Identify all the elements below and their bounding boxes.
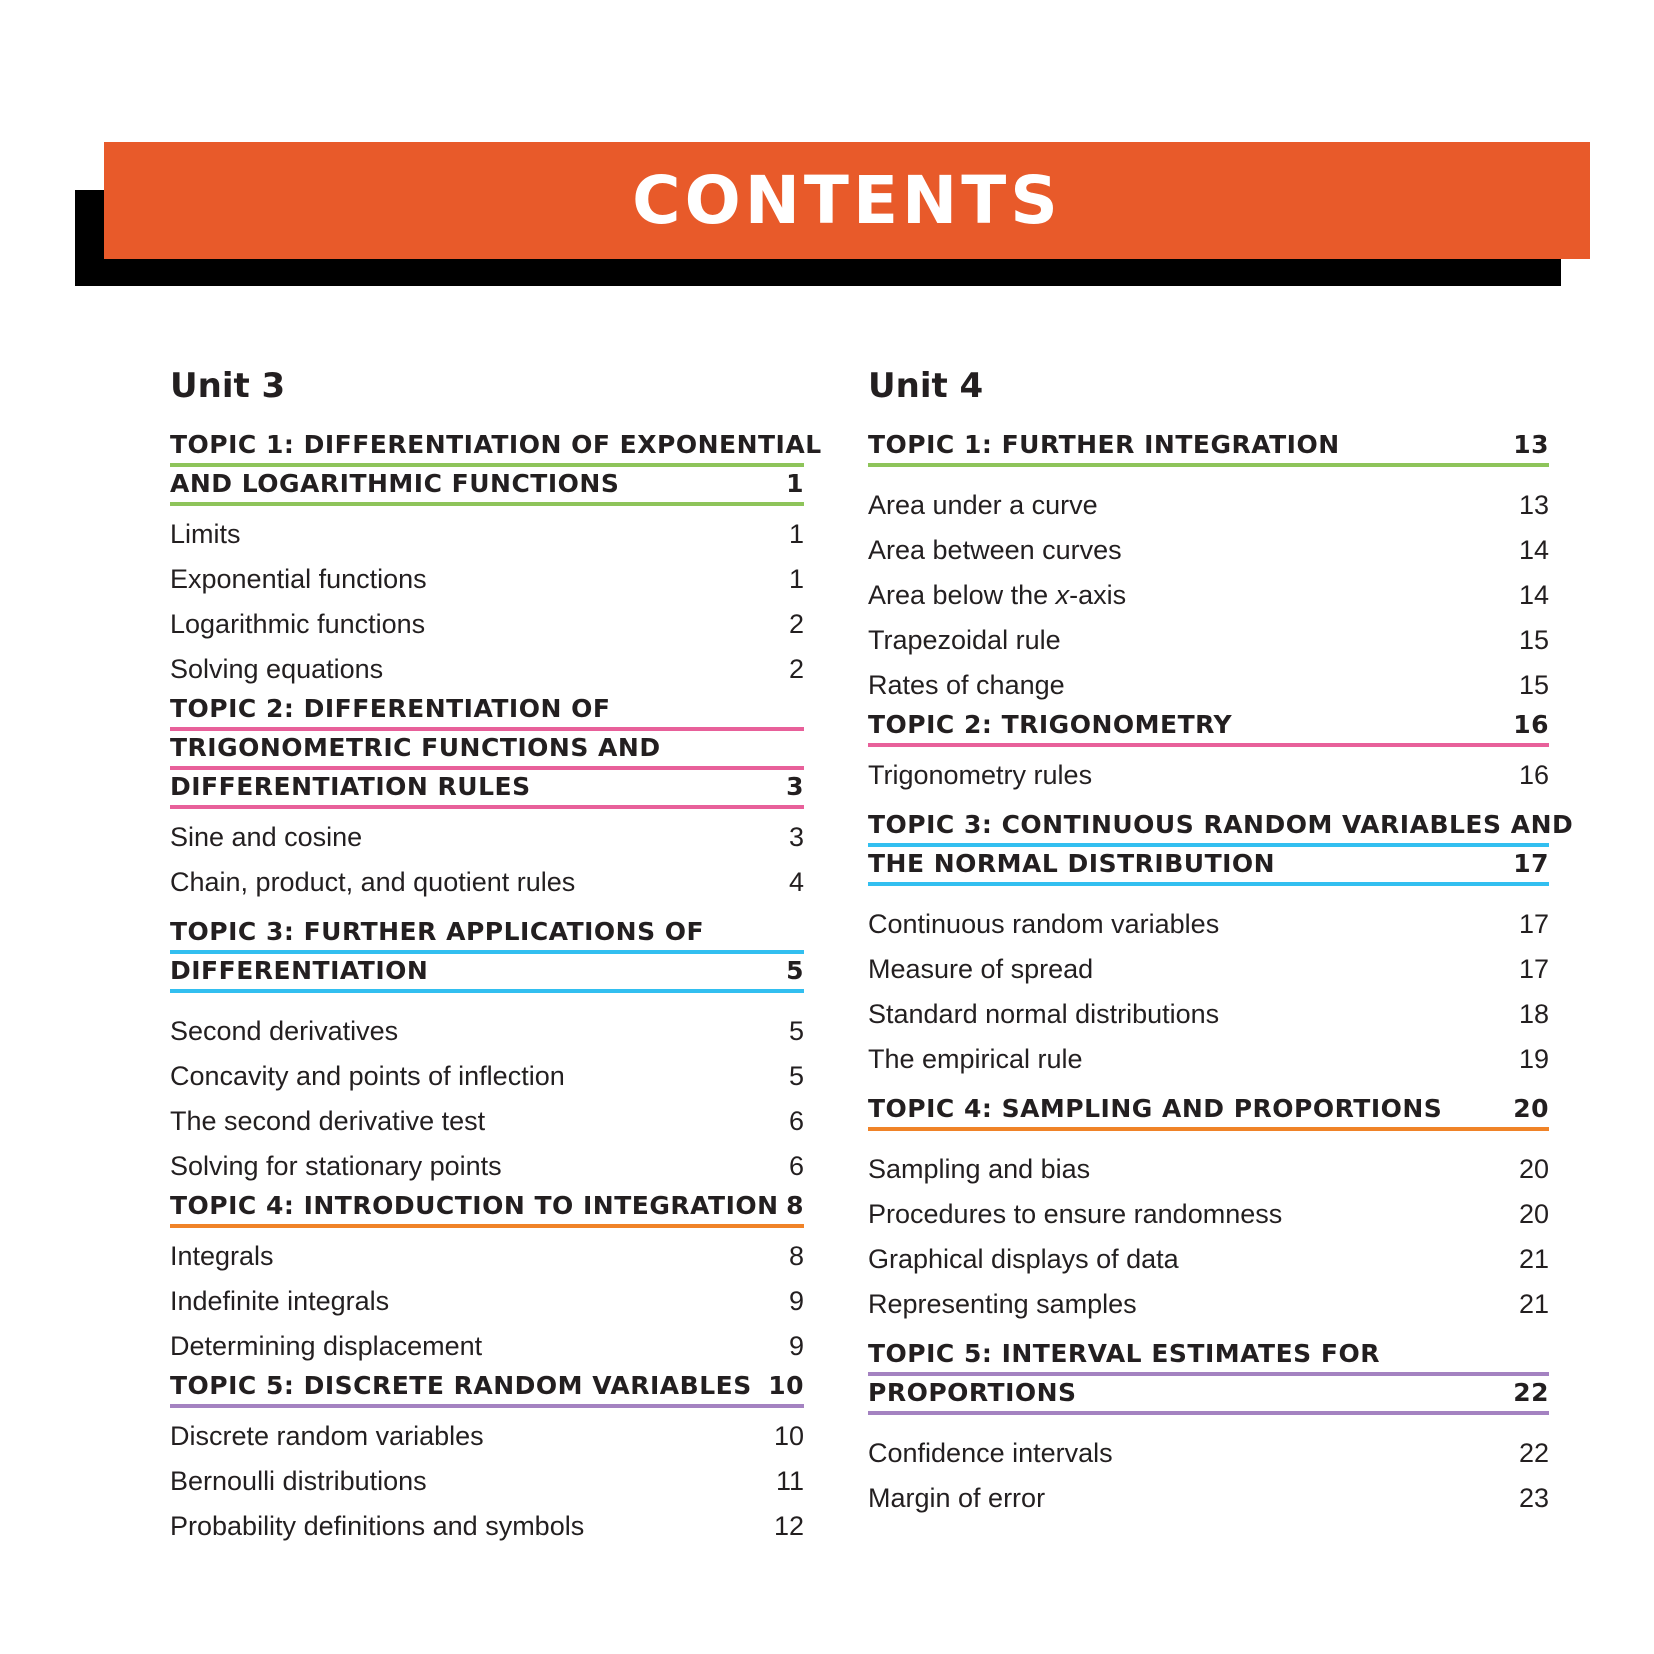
topic-heading-line[interactable]: [868, 428, 1549, 467]
entry-page-number: 8: [788, 1241, 804, 1271]
toc-entry[interactable]: [170, 1234, 804, 1279]
topic-page-number: 10: [768, 1371, 804, 1400]
entry-page-number: 17: [1518, 909, 1549, 939]
topic-heading: TOPIC 1: DIFFERENTIATION OF EXPONENTIAL: [170, 430, 822, 459]
toc-entry[interactable]: [170, 1504, 804, 1549]
entry-title: Trigonometry rules: [868, 760, 1093, 790]
topic-heading-line[interactable]: [868, 808, 1574, 847]
unit-title: Unit 4: [868, 366, 984, 406]
toc-topic: [170, 915, 804, 993]
topic-page-number: 22: [1513, 1378, 1549, 1407]
topic-page-number: 8: [786, 1191, 804, 1220]
toc-entry[interactable]: [868, 1431, 1549, 1476]
topic-heading: DIFFERENTIATION: [170, 956, 429, 985]
entry-title: Probability definitions and symbols: [170, 1511, 585, 1541]
topic-heading: TOPIC 4: SAMPLING AND PROPORTIONS: [868, 1094, 1443, 1123]
topic-heading: TOPIC 3: FURTHER APPLICATIONS OF: [170, 917, 705, 946]
toc-entry[interactable]: [868, 1037, 1549, 1082]
entry-title: Logarithmic functions: [170, 609, 426, 639]
entry-page-number: 2: [788, 609, 804, 639]
toc-topic: [170, 428, 822, 506]
toc-entry[interactable]: [170, 647, 804, 692]
topic-heading-line[interactable]: [868, 1092, 1549, 1131]
topic-heading: TOPIC 5: INTERVAL ESTIMATES FOR: [868, 1339, 1380, 1368]
toc-entry[interactable]: [868, 1147, 1549, 1192]
toc-entry[interactable]: [170, 602, 804, 647]
toc-entry[interactable]: [868, 992, 1549, 1037]
topic-heading: TOPIC 2: TRIGONOMETRY: [868, 710, 1233, 739]
entry-title: Sine and cosine: [170, 822, 363, 852]
entry-page-number: 1: [788, 564, 804, 594]
entry-page-number: 22: [1518, 1438, 1549, 1468]
entry-title: Bernoulli distributions: [170, 1466, 427, 1496]
toc-topic: [868, 1092, 1549, 1131]
toc-entry[interactable]: [170, 1414, 804, 1459]
toc-entry[interactable]: [868, 483, 1549, 528]
topic-page-number: 3: [786, 772, 804, 801]
entry-title: Solving equations: [170, 654, 384, 684]
toc-entry[interactable]: [170, 1144, 804, 1189]
entry-title: Solving for stationary points: [170, 1151, 502, 1181]
entry-page-number: 2: [788, 654, 804, 684]
entry-title: Integrals: [170, 1241, 274, 1271]
toc-entry[interactable]: [170, 1099, 804, 1144]
toc-topic: [170, 1369, 804, 1408]
entry-page-number: 1: [788, 519, 804, 549]
toc-entry[interactable]: [868, 753, 1549, 798]
toc-entry[interactable]: [170, 815, 804, 860]
entry-page-number: 19: [1518, 1044, 1549, 1074]
topic-heading: TOPIC 5: DISCRETE RANDOM VARIABLES: [170, 1371, 752, 1400]
entry-page-number: 21: [1518, 1289, 1549, 1319]
entry-title: Exponential functions: [170, 564, 427, 594]
topic-heading: DIFFERENTIATION RULES: [170, 772, 531, 801]
entry-page-number: 12: [773, 1511, 804, 1541]
entry-title: Area below the x-axis: [868, 580, 1127, 610]
toc-entry[interactable]: [868, 1476, 1549, 1521]
entry-title: Chain, product, and quotient rules: [170, 867, 576, 897]
topic-heading: TOPIC 3: CONTINUOUS RANDOM VARIABLES AND: [868, 810, 1574, 839]
topic-heading: TOPIC 1: FURTHER INTEGRATION: [868, 430, 1340, 459]
topic-heading-line[interactable]: [170, 915, 804, 954]
topic-heading-line[interactable]: [170, 428, 822, 467]
topic-heading: THE NORMAL DISTRIBUTION: [868, 849, 1276, 878]
toc-entry[interactable]: [170, 1279, 804, 1324]
entry-page-number: 17: [1518, 954, 1549, 984]
entry-page-number: 9: [788, 1286, 804, 1316]
toc-topic: [868, 1337, 1549, 1415]
topic-heading-line[interactable]: [170, 467, 804, 506]
topic-page-number: 20: [1513, 1094, 1549, 1123]
entry-page-number: 10: [773, 1421, 804, 1451]
unit-title: Unit 3: [170, 366, 286, 406]
entry-page-number: 3: [788, 822, 804, 852]
entry-title: Sampling and bias: [868, 1154, 1091, 1184]
topic-heading-line[interactable]: [868, 1376, 1549, 1415]
toc-entry[interactable]: [170, 557, 804, 602]
entry-title: The empirical rule: [868, 1044, 1083, 1074]
toc-entry[interactable]: [170, 1324, 804, 1369]
entry-page-number: 23: [1518, 1483, 1549, 1513]
entry-page-number: 13: [1518, 490, 1549, 520]
entry-title: Graphical displays of data: [868, 1244, 1179, 1274]
entry-page-number: 15: [1518, 625, 1549, 655]
topic-heading-line[interactable]: [868, 708, 1549, 747]
entry-title: Procedures to ensure randomness: [868, 1199, 1283, 1229]
toc-topic: [170, 692, 804, 809]
entry-page-number: 6: [788, 1106, 804, 1136]
entry-page-number: 5: [788, 1061, 804, 1091]
page-title: CONTENTS: [632, 162, 1062, 239]
toc-entry[interactable]: [868, 573, 1549, 618]
topic-heading-line[interactable]: [868, 1337, 1549, 1376]
toc-entry[interactable]: [868, 947, 1549, 992]
toc-entry[interactable]: [868, 528, 1549, 573]
toc-topic: [170, 1189, 804, 1228]
entry-page-number: 18: [1518, 999, 1549, 1029]
toc-entry[interactable]: [170, 1459, 804, 1504]
toc-entry[interactable]: [868, 1237, 1549, 1282]
entry-title: Margin of error: [868, 1483, 1046, 1513]
entry-title: Representing samples: [868, 1289, 1137, 1319]
entry-page-number: 14: [1518, 535, 1549, 565]
entry-title: Indefinite integrals: [170, 1286, 390, 1316]
topic-heading: TOPIC 4: INTRODUCTION TO INTEGRATION: [170, 1191, 779, 1220]
toc-entry[interactable]: [868, 1192, 1549, 1237]
entry-title: Determining displacement: [170, 1331, 483, 1361]
toc-entry[interactable]: [170, 1009, 804, 1054]
topic-page-number: 13: [1513, 430, 1549, 459]
topic-page-number: 1: [786, 469, 804, 498]
entry-title: Continuous random variables: [868, 909, 1220, 939]
entry-title: Standard normal distributions: [868, 999, 1220, 1029]
entry-page-number: 9: [788, 1331, 804, 1361]
topic-heading: AND LOGARITHMIC FUNCTIONS: [170, 469, 620, 498]
toc-topic: [868, 808, 1574, 886]
entry-page-number: 5: [788, 1016, 804, 1046]
entry-page-number: 15: [1518, 670, 1549, 700]
entry-title: Measure of spread: [868, 954, 1094, 984]
topic-heading: TRIGONOMETRIC FUNCTIONS AND: [170, 733, 661, 762]
topic-page-number: 16: [1513, 710, 1549, 739]
toc-entry[interactable]: [868, 618, 1549, 663]
topic-heading-line[interactable]: [170, 770, 804, 809]
unit-4-column: [868, 366, 1574, 1521]
topic-heading: TOPIC 2: DIFFERENTIATION OF: [170, 694, 611, 723]
topic-heading-line[interactable]: [170, 692, 804, 731]
toc-entry[interactable]: [868, 663, 1549, 708]
contents-banner: [104, 142, 1590, 259]
topic-heading-line[interactable]: [170, 1189, 804, 1228]
toc-entry[interactable]: [170, 512, 804, 557]
entry-title: Concavity and points of inflection: [170, 1061, 565, 1091]
entry-page-number: 11: [775, 1466, 804, 1496]
entry-page-number: 4: [788, 867, 804, 897]
entry-title: Trapezoidal rule: [868, 625, 1061, 655]
toc-topic: [868, 708, 1549, 747]
entry-page-number: 14: [1518, 580, 1549, 610]
entry-page-number: 20: [1518, 1154, 1549, 1184]
entry-title: Second derivatives: [170, 1016, 399, 1046]
entry-title: Discrete random variables: [170, 1421, 484, 1451]
entry-page-number: 6: [788, 1151, 804, 1181]
entry-title: The second derivative test: [170, 1106, 486, 1136]
entry-title: Area under a curve: [868, 490, 1098, 520]
toc-entry[interactable]: [868, 902, 1549, 947]
entry-page-number: 16: [1518, 760, 1549, 790]
topic-heading: PROPORTIONS: [868, 1378, 1077, 1407]
topic-page-number: 17: [1513, 849, 1549, 878]
toc-entry[interactable]: [170, 860, 804, 905]
entry-title: Confidence intervals: [868, 1438, 1113, 1468]
topic-heading-line[interactable]: [170, 954, 804, 993]
entry-page-number: 20: [1518, 1199, 1549, 1229]
unit-3-column: [170, 366, 822, 1549]
topic-heading-line[interactable]: [170, 1369, 804, 1408]
toc-entry[interactable]: [170, 1054, 804, 1099]
topic-heading-line[interactable]: [868, 847, 1549, 886]
toc-entry[interactable]: [868, 1282, 1549, 1327]
topic-page-number: 5: [786, 956, 804, 985]
entry-page-number: 21: [1518, 1244, 1549, 1274]
topic-heading-line[interactable]: [170, 731, 804, 770]
entry-title: Limits: [170, 519, 241, 549]
entry-title: Rates of change: [868, 670, 1065, 700]
toc-topic: [868, 428, 1549, 467]
entry-title: Area between curves: [868, 535, 1122, 565]
